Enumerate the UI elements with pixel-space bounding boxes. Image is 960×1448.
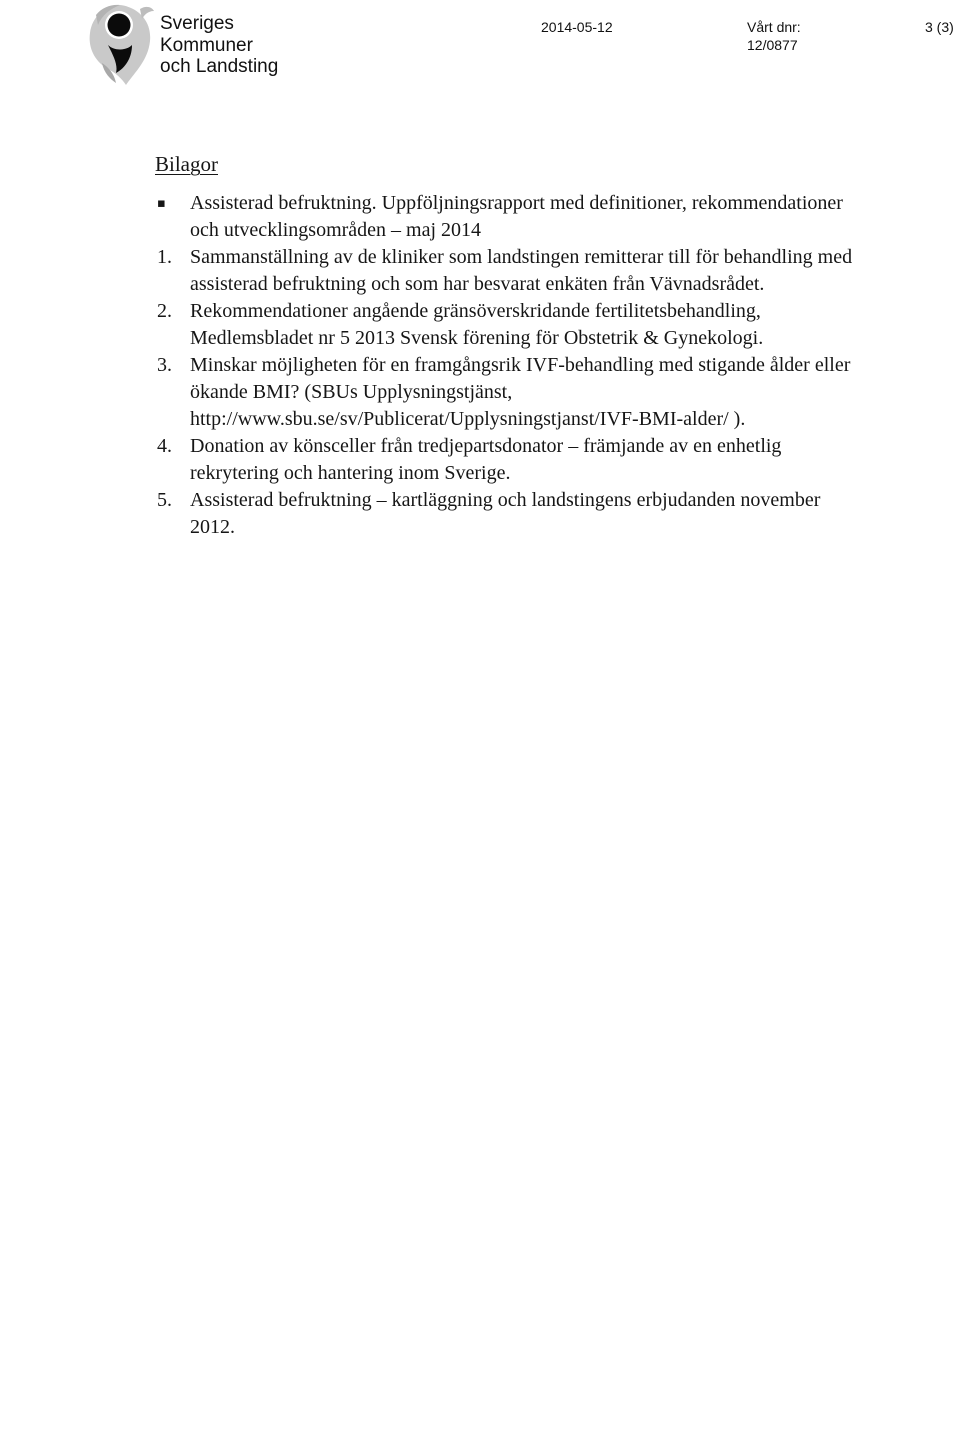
org-name-line: Kommuner: [160, 34, 253, 56]
list-item: [155, 244, 945, 298]
item-text: [190, 298, 945, 352]
item-line: rekrytering och hantering inom Sverige.: [190, 462, 511, 484]
item-text: [190, 244, 945, 298]
item-line: assisterad befruktning och som har besvarat enkäten från Vävnadsrådet.: [190, 273, 765, 295]
list-item: [155, 352, 945, 433]
item-line: Assisterad befruktning – kartläggning och landstingens erbjudanden november: [190, 489, 821, 511]
item-number: 1.: [157, 246, 172, 268]
item-line: Assisterad befruktning. Uppföljningsrapport med definitioner, rekommendationer: [190, 192, 843, 214]
list-item: [155, 433, 945, 487]
reference-number: 12/0877: [747, 37, 798, 53]
document-date: 2014-05-12: [541, 19, 613, 35]
item-url-line: http://www.sbu.se/sv/Publicerat/Upplysningstjanst/IVF-BMI-alder/ ).: [190, 408, 746, 430]
item-number: 4.: [157, 435, 172, 457]
item-line: 2012.: [190, 516, 235, 538]
item-number: 3.: [157, 354, 172, 376]
item-text: [190, 487, 945, 541]
item-text: [190, 433, 945, 487]
item-line: Donation av könsceller från tredjepartsdonator – främjande av en enhetlig: [190, 435, 782, 457]
item-text: [190, 190, 945, 244]
item-number: 2.: [157, 300, 172, 322]
logo-graphic: [86, 3, 156, 87]
bullet-marker: ▪: [157, 196, 166, 211]
reference-label: Vårt dnr:: [747, 19, 801, 35]
item-line: och utvecklingsområden – maj 2014: [190, 219, 482, 241]
item-line: Sammanställning av de kliniker som landstingen remitterar till för behandling med: [190, 246, 853, 268]
item-line: ökande BMI? (SBUs Upplysningstjänst,: [190, 381, 513, 403]
list-item: [155, 487, 945, 541]
page-number: 3 (3): [925, 19, 954, 35]
list-item: [155, 190, 945, 244]
attachments-list: [155, 190, 945, 541]
organization-name: [160, 13, 278, 78]
item-line: Medlemsbladet nr 5 2013 Svensk förening för Obstetrik & Gynekologi.: [190, 327, 764, 349]
org-name-line: Sveriges: [160, 13, 234, 34]
item-line: Rekommendationer angående gränsöverskridande fertilitetsbehandling,: [190, 300, 761, 322]
list-item: [155, 298, 945, 352]
item-text: [190, 352, 945, 433]
item-number: 5.: [157, 489, 172, 511]
org-name-line: och Landsting: [160, 56, 279, 77]
skl-logo-emblem-icon: [86, 3, 156, 87]
item-line: Minskar möjligheten för en framgångsrik IVF-behandling med stigande ålder eller: [190, 354, 851, 376]
section-heading: Bilagor: [155, 152, 218, 176]
